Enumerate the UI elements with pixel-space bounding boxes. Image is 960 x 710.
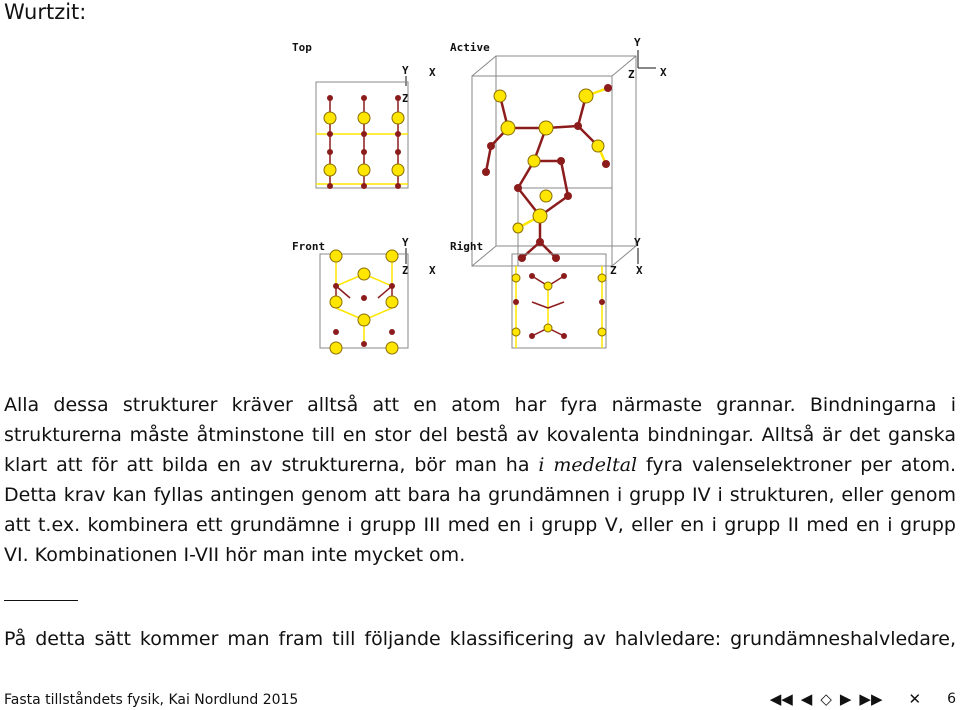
body-paragraph: [4, 390, 956, 570]
right-axis-z: Z: [610, 264, 617, 277]
right-axis-x: X: [636, 264, 643, 277]
right-axis-y: Y: [634, 236, 641, 249]
paragraph-part-2: fyra valenselektroner per atom. Detta krav kan fyllas antingen genom att bara ha grundämnen i grupp IV i strukturen, eller genom att t.ex. kombinera ett grundämne i grupp III med en i grupp V, eller en i grupp II med en i grupp VI. Kombinationen I-VII hör man inte mycket om.: [4, 454, 956, 566]
right-view-title: Right: [450, 240, 484, 253]
home-diamond-icon[interactable]: ◇: [820, 690, 832, 708]
front-view-title: Front: [292, 240, 326, 253]
math-term: i medeltal: [538, 454, 638, 476]
navigation-controls: [770, 691, 956, 707]
active-axis-x: X: [660, 66, 667, 79]
footer-text: Fasta tillståndets fysik, Kai Nordlund 2015: [4, 692, 299, 708]
next-slide-icon[interactable]: ▶: [839, 690, 852, 708]
continuation-text: På detta sätt kommer man fram till följande klassificering av halvledare: grundämneshalvledare,: [4, 628, 956, 650]
footnote-rule: [4, 600, 78, 601]
active-axis-z: Z: [628, 68, 635, 81]
top-axis-x: X: [429, 66, 436, 79]
active-view-title: Active: [450, 41, 490, 54]
paragraph-text: [4, 390, 956, 570]
page-number: 6: [947, 691, 956, 707]
top-axis-z: Z: [402, 92, 409, 105]
top-axis-y: Y: [402, 64, 409, 77]
front-axis-y: Y: [402, 236, 409, 249]
first-slide-icon[interactable]: ◀◀: [769, 690, 793, 708]
last-slide-icon[interactable]: ▶▶: [859, 690, 883, 708]
previous-slide-icon[interactable]: ◀: [800, 690, 813, 708]
wurtzite-figure: [286, 36, 678, 366]
slide-title: Wurtzit:: [4, 0, 87, 24]
active-axis-y: Y: [634, 36, 641, 49]
front-axis-z: Z: [402, 264, 409, 277]
paragraph-part-1: Alla dessa strukturer kräver alltså att en atom har fyra närmaste grannar. Bindningarna i strukturerna måste åtminstone till en stor del bestå av kovalenta bindningar. Alltså är det ganska klart att för att bilda en av strukturerna, bör man ha: [4, 394, 956, 476]
slide-footer: [0, 688, 960, 710]
top-view-title: Top: [292, 41, 312, 54]
close-icon[interactable]: ✕: [908, 690, 922, 708]
front-axis-x: X: [429, 264, 436, 277]
